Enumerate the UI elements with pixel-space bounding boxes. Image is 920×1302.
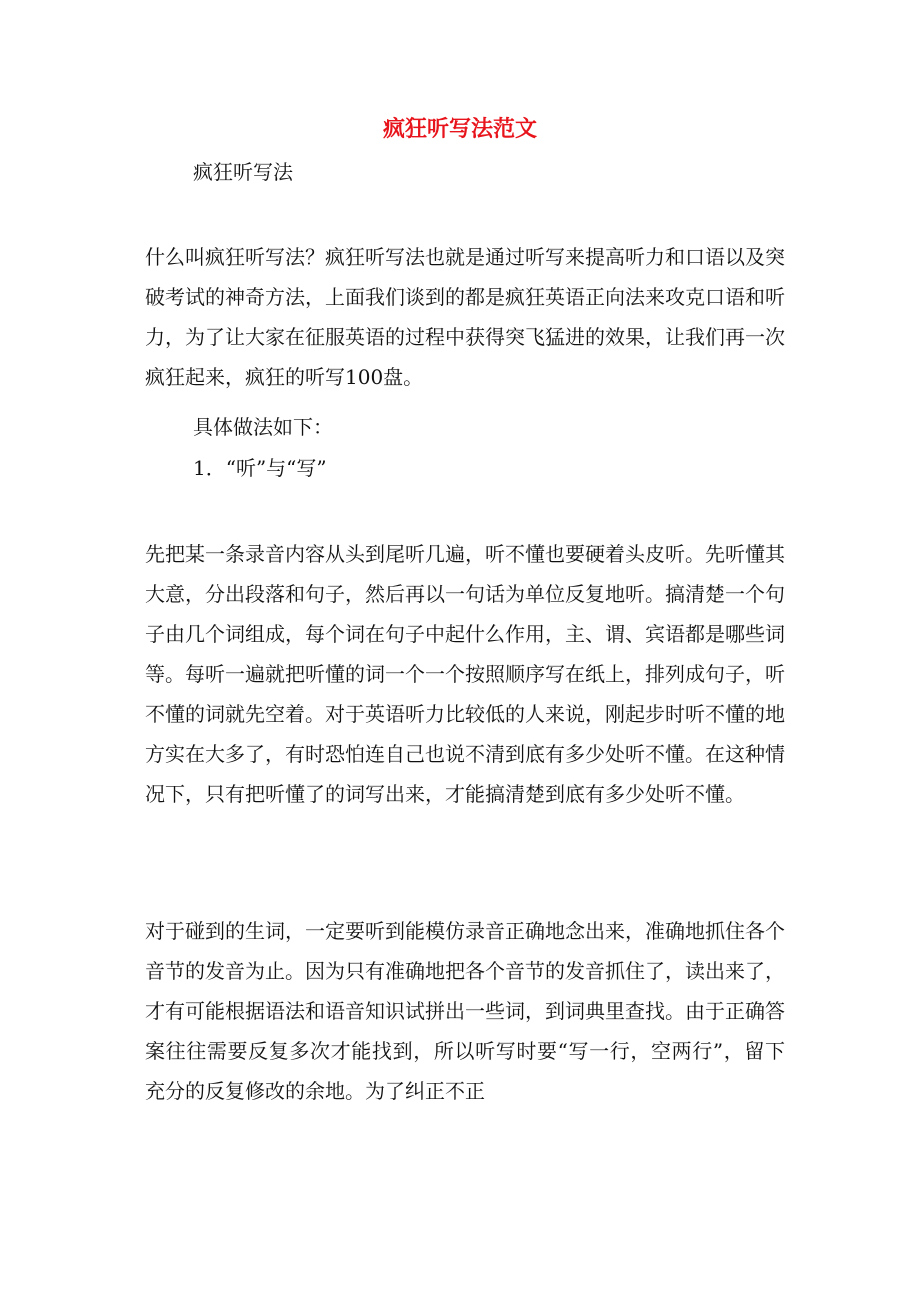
step-heading: 1．“听”与“写” [193, 456, 327, 480]
paragraph-intro: 什么叫疯狂听写法？疯狂听写法也就是通过听写来提高听力和口语以及突破考试的神奇方法，上面我们谈到的都是疯狂英语正向法来攻克口语和听力，为了让大家在征服英语的过程中获得突飞猛进的效果，让我们再一次疯狂起来，疯狂的听写100盘。 [145, 245, 785, 389]
paragraph-vocabulary: 对于碰到的生词，一定要听到能模仿录音正确地念出来，准确地抓住各个音节的发音为止。因为只有准确地把各个音节的发音抓住了，读出来了，才有可能根据语法和语音知识试拼出一些词，到词典里查找。由于正确答案往往需要反复多次才能找到，所以听写时要“写一行，空两行”，留下充分的反复修改的余地。为了纠正不正 [145, 919, 785, 1103]
document-title: 疯狂听写法范文 [382, 116, 537, 142]
document-subtitle: 疯狂听写法 [193, 160, 293, 184]
method-intro: 具体做法如下： [193, 415, 333, 439]
paragraph-listening: 先把某一条录音内容从头到尾听几遍，听不懂也要硬着头皮听。先听懂其大意，分出段落和句子，然后再以一句话为单位反复地听。搞清楚一个句子由几个词组成，每个词在句子中起什么作用，主、谓、宾语都是哪些词等。每听一遍就把听懂的词一个一个按照顺序写在纸上，排列成句子，听不懂的词就先空着。对于英语听力比较低的人来说，刚起步时听不懂的地方实在大多了，有时恐怕连自己也说不清到底有多少处听不懂。在这种情况下，只有把听懂了的词写出来，才能搞清楚到底有多少处听不懂。 [145, 542, 785, 806]
